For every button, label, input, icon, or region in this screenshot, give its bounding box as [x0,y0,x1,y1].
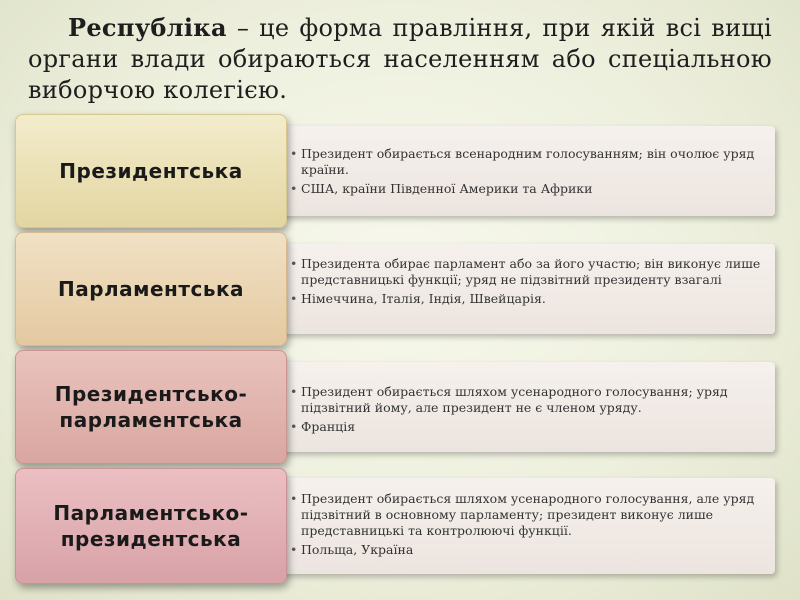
list-item: • Президент обирається шляхом усенародного голосування, але уряд підзвітний в основному парламенту; президент виконує лише представницькі та контролюючі функції. [290,491,772,539]
list-item: • Президент обирається всенародним голосуванням; він очолює уряд країни. [290,146,772,178]
form-name: Парламентська [57,277,245,301]
form-name: Президентсько- парламентська [54,382,248,432]
list-item: • Німеччина, Італія, Індія, Швейцарія. [290,291,772,307]
list-item: • США, країни Південної Америки та Африки [290,181,772,197]
page-title [28,12,772,106]
form-bullet-list [290,146,772,200]
list-item: • Президент обирається шляхом усенародного голосування; уряд підзвітний йому, але президент не є членом уряду. [290,384,772,416]
form-bullet-list [290,384,772,438]
form-label-box [15,114,287,228]
list-item: • Президента обирає парламент або за його участю; він виконує лише представницькі функції; уряд не підзвітний президенту взагалі [290,256,772,288]
title-term: Республіка [68,13,227,42]
title-definition: – це форма правління, при якій всі вищі органи влади обираються населенням або спеціальною виборчою колегією. [28,14,772,104]
list-item: • Франція [290,419,772,435]
form-bullet-list [290,256,772,310]
form-name: Президентська [59,159,243,183]
form-bullet-list [290,491,772,561]
form-name: Парламентсько- президентська [53,501,249,551]
list-item: • Польща, Україна [290,542,772,558]
form-label-box [15,232,287,346]
form-label-box [15,350,287,464]
form-label-box [15,468,287,584]
